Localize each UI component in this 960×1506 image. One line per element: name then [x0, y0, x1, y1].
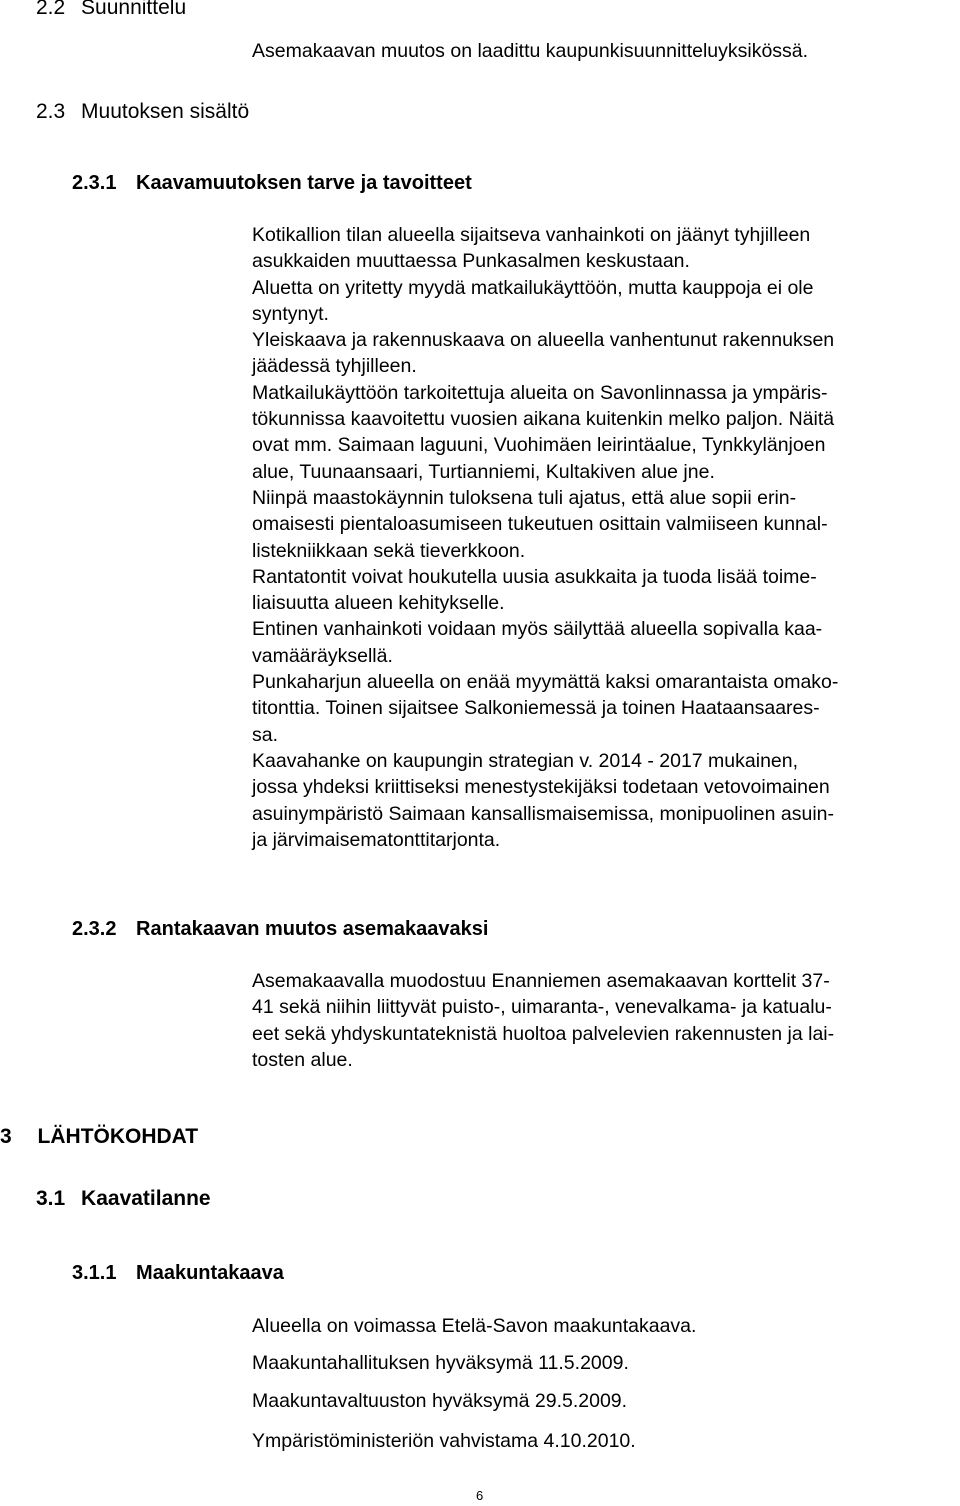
- paragraph-kaavamuutoksen-tarve: [252, 222, 952, 853]
- text-line: Alueella on voimassa Etelä-Savon maakuntakaava.: [252, 1315, 697, 1337]
- heading-title: Muutoksen sisältö: [81, 100, 250, 123]
- heading-2-2: [36, 0, 186, 20]
- text-line: sa.: [252, 723, 279, 746]
- text-line: ovat mm. Saimaan laguuni, Vuohimäen leirintäalue, Tynkkylänjoen: [252, 434, 826, 457]
- text-line: jossa yhdeksi kriittiseksi menestystekijäksi todetaan vetovoimainen: [252, 776, 830, 799]
- text-line: Maakuntahallituksen hyväksymä 11.5.2009.: [252, 1352, 629, 1374]
- text-line: Niinpä maastokäynnin tuloksena tuli ajatus, että alue sopii erin-: [252, 486, 797, 509]
- heading-number: 2.3: [36, 100, 66, 123]
- text-line: Maakuntavaltuuston hyväksymä 29.5.2009.: [252, 1390, 628, 1412]
- text-line: tökunnissa kaavoitettu vuosien aikana kuitenkin melko paljon. Näitä: [252, 408, 835, 431]
- heading-title: Kaavatilanne: [81, 1187, 211, 1210]
- heading-title: Maakuntakaava: [136, 1262, 284, 1284]
- text-line: titonttia. Toinen sijaitsee Salkoniemessä ja toinen Haataansaares-: [252, 697, 820, 720]
- text-line: Ympäristöministeriön vahvistama 4.10.2010.: [252, 1430, 636, 1452]
- heading-number: 3.1.1: [72, 1262, 117, 1284]
- text-line: tosten alue.: [252, 1048, 353, 1071]
- heading-2-3-1: [72, 172, 472, 195]
- text-line: Punkaharjun alueella on enää myymättä kaksi omarantaista omako-: [252, 671, 839, 694]
- text-line: syntynyt.: [252, 302, 329, 325]
- text-line: jäädessä tyhjilleen.: [252, 355, 417, 378]
- text-line: alue, Tuunaansaari, Turtianniemi, Kultakiven alue jne.: [252, 460, 715, 483]
- heading-number: 3: [0, 1125, 12, 1148]
- heading-title: Rantakaavan muutos asemakaavaksi: [136, 918, 489, 940]
- heading-title: Suunnittelu: [81, 0, 187, 19]
- text-line: eet sekä yhdyskuntateknistä huoltoa palvelevien rakennusten ja lai-: [252, 1022, 835, 1045]
- text-line: 41 sekä niihin liittyvät puisto-, uimaranta-, venevalkama- ja katualu-: [252, 996, 832, 1019]
- text-line: Entinen vanhainkoti voidaan myös säilyttää alueella sopivalla kaa-: [252, 618, 823, 641]
- heading-3-1: [36, 1187, 211, 1211]
- heading-title: Kaavamuutoksen tarve ja tavoitteet: [136, 172, 472, 194]
- text-line: Kaavahanke on kaupungin strategian v. 2014 - 2017 mukainen,: [252, 749, 799, 772]
- text-line: listekniikkaan sekä tieverkkoon.: [252, 539, 526, 562]
- text-line: Kotikallion tilan alueella sijaitseva vanhainkoti on jäänyt tyhjilleen: [252, 224, 811, 246]
- heading-2-3-2: [72, 918, 488, 941]
- text-line: vamääräyksellä.: [252, 644, 393, 667]
- text-line: Aluetta on yritetty myydä matkailukäyttöön, mutta kauppoja ei ole: [252, 276, 814, 299]
- paragraph-suunnittelu: Asemakaavan muutos on laadittu kaupunkisuunnitteluyksikössä.: [252, 40, 809, 62]
- text-line: Asemakaavalla muodostuu Enanniemen asemakaavan korttelit 37-: [252, 970, 830, 992]
- text-line: Yleiskaava ja rakennuskaava on alueella vanhentunut rakennuksen: [252, 329, 835, 352]
- heading-2-3: [36, 100, 249, 124]
- text-line: asuinympäristö Saimaan kansallismaisemissa, monipuolinen asuin-: [252, 802, 835, 825]
- text-line: liaisuutta alueen kehitykselle.: [252, 592, 505, 615]
- heading-number: 2.3.1: [72, 172, 117, 194]
- text-line: omaisesti pientaloasumiseen tukeutuen osittain valmiiseen kunnal-: [252, 513, 828, 536]
- heading-title: LÄHTÖKOHDAT: [37, 1125, 199, 1148]
- heading-number: 3.1: [36, 1187, 66, 1210]
- page-number: 6: [476, 1488, 484, 1503]
- paragraph-rantakaavan-muutos: [252, 968, 952, 1073]
- text-line: ja järvimaisematonttitarjonta.: [252, 828, 501, 851]
- text-line: Rantatontit voivat houkutella uusia asukkaita ja tuoda lisää toime-: [252, 565, 817, 588]
- text-line: Matkailukäyttöön tarkoitettuja alueita on Savonlinnassa ja ympäris-: [252, 381, 828, 404]
- heading-3-1-1: [72, 1262, 284, 1285]
- heading-number: 2.2: [36, 0, 66, 19]
- heading-number: 2.3.2: [72, 918, 117, 940]
- heading-3: [0, 1125, 198, 1149]
- text-line: asukkaiden muuttaessa Punkasalmen keskustaan.: [252, 250, 690, 273]
